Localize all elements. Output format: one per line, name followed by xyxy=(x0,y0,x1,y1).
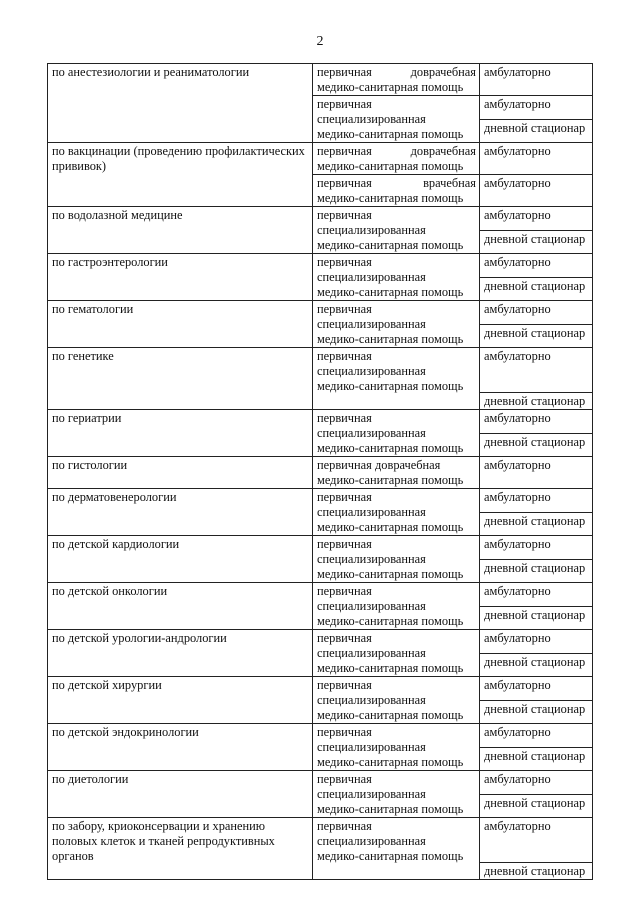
condition-cell: амбулаторно xyxy=(480,536,593,560)
care-type-line: первичная xyxy=(317,255,372,269)
condition-cell: амбулаторно xyxy=(480,64,593,96)
specialty-cell: по гериатрии xyxy=(48,410,313,457)
condition-cell: амбулаторно xyxy=(480,771,593,795)
condition-cell: дневной стационар xyxy=(480,863,593,880)
care-type-line: специализированная xyxy=(317,426,426,440)
care-type-line: медико-санитарная помощь xyxy=(317,379,464,393)
condition-cell: дневной стационар xyxy=(480,606,593,630)
page-number: 2 xyxy=(316,34,324,49)
condition-cell: амбулаторно xyxy=(480,583,593,607)
care-type-cell xyxy=(313,724,480,771)
condition-cell: дневной стационар xyxy=(480,794,593,818)
condition-cell: дневной стационар xyxy=(480,277,593,301)
specialty-cell: по водолазной медицине xyxy=(48,207,313,254)
care-type-cell xyxy=(313,96,480,143)
condition-cell: амбулаторно xyxy=(480,348,593,393)
care-type-line: первичная xyxy=(317,349,372,363)
care-type-cell xyxy=(313,64,480,96)
condition-cell: амбулаторно xyxy=(480,724,593,748)
specialty-cell: по забору, криоконсервации и хранению половых клеток и тканей репродуктивных органов xyxy=(48,818,313,880)
table-row xyxy=(48,771,593,795)
license-register-table xyxy=(47,63,593,880)
care-type-line: первичная xyxy=(317,411,372,425)
care-type-line: медико-санитарная помощь xyxy=(317,127,464,141)
care-type-line: медико-санитарная помощь xyxy=(317,708,464,722)
condition-cell: дневной стационар xyxy=(480,512,593,536)
care-type-cell xyxy=(313,301,480,348)
table-row xyxy=(48,254,593,278)
care-type-line: специализированная xyxy=(317,693,426,707)
care-type-cell xyxy=(313,143,480,175)
care-type-line: медико-санитарная помощь xyxy=(317,849,464,863)
care-type-cell xyxy=(313,410,480,457)
specialty-cell: по детской кардиологии xyxy=(48,536,313,583)
specialty-cell: по детской урологии-андрологии xyxy=(48,630,313,677)
care-type-line: медико-санитарная помощь xyxy=(317,332,464,346)
care-type-line: медико-санитарная помощь xyxy=(317,238,464,252)
condition-cell: амбулаторно xyxy=(480,457,593,489)
care-type-cell xyxy=(313,818,480,880)
care-type-line: медико-санитарная помощь xyxy=(317,520,464,534)
condition-cell: амбулаторно xyxy=(480,630,593,654)
table-body xyxy=(48,64,593,880)
care-type-cell xyxy=(313,207,480,254)
care-type-line: медико-санитарная помощь xyxy=(317,614,464,628)
specialty-cell: по генетике xyxy=(48,348,313,410)
care-type-line: медико-санитарная помощь xyxy=(317,285,464,299)
care-type-cell xyxy=(313,677,480,724)
table-row xyxy=(48,677,593,701)
specialty-cell: по гематологии xyxy=(48,301,313,348)
condition-cell: дневной стационар xyxy=(480,393,593,410)
care-type-line: первичная врачебная xyxy=(317,176,476,190)
condition-cell: амбулаторно xyxy=(480,677,593,701)
care-type-cell xyxy=(313,771,480,818)
care-type-line: медико-санитарная помощь xyxy=(317,473,464,487)
care-type-line: специализированная xyxy=(317,364,426,378)
table-row xyxy=(48,410,593,434)
care-type-line: медико-санитарная помощь xyxy=(317,661,464,675)
care-type-line: специализированная xyxy=(317,740,426,754)
care-type-line: медико-санитарная помощь xyxy=(317,80,464,94)
condition-cell: дневной стационар xyxy=(480,324,593,348)
care-type-line: специализированная xyxy=(317,599,426,613)
condition-cell: амбулаторно xyxy=(480,207,593,231)
condition-cell: дневной стационар xyxy=(480,747,593,771)
care-type-line: медико-санитарная помощь xyxy=(317,802,464,816)
care-type-line: медико-санитарная помощь xyxy=(317,567,464,581)
condition-cell: амбулаторно xyxy=(480,410,593,434)
condition-cell: дневной стационар xyxy=(480,119,593,143)
table-row xyxy=(48,143,593,175)
table-row xyxy=(48,818,593,863)
care-type-line: первичная доврачебная xyxy=(317,144,476,158)
care-type-line: специализированная xyxy=(317,787,426,801)
care-type-line: первичная доврачебная xyxy=(317,458,441,472)
care-type-cell xyxy=(313,348,480,410)
care-type-cell xyxy=(313,254,480,301)
specialty-cell: по вакцинации (проведению профилактических прививок) xyxy=(48,143,313,207)
care-type-line: первичная xyxy=(317,208,372,222)
care-type-line: специализированная xyxy=(317,270,426,284)
care-type-line: специализированная xyxy=(317,505,426,519)
care-type-line: медико-санитарная помощь xyxy=(317,159,464,173)
condition-cell: амбулаторно xyxy=(480,96,593,120)
condition-cell: дневной стационар xyxy=(480,433,593,457)
care-type-cell xyxy=(313,175,480,207)
care-type-cell xyxy=(313,630,480,677)
care-type-line: первичная xyxy=(317,678,372,692)
condition-cell: дневной стационар xyxy=(480,700,593,724)
specialty-cell: по детской эндокринологии xyxy=(48,724,313,771)
care-type-line: первичная xyxy=(317,725,372,739)
table-row xyxy=(48,64,593,96)
specialty-cell: по детской хирургии xyxy=(48,677,313,724)
specialty-cell: по гистологии xyxy=(48,457,313,489)
table-row xyxy=(48,301,593,325)
table-row xyxy=(48,630,593,654)
table-row xyxy=(48,583,593,607)
care-type-line: первичная xyxy=(317,819,372,833)
condition-cell: амбулаторно xyxy=(480,818,593,863)
care-type-cell xyxy=(313,583,480,630)
table-row xyxy=(48,207,593,231)
table-row xyxy=(48,489,593,513)
care-type-line: специализированная xyxy=(317,223,426,237)
care-type-line: первичная xyxy=(317,302,372,316)
condition-cell: дневной стационар xyxy=(480,559,593,583)
condition-cell: амбулаторно xyxy=(480,143,593,175)
care-type-line: первичная xyxy=(317,772,372,786)
care-type-cell xyxy=(313,536,480,583)
condition-cell: амбулаторно xyxy=(480,254,593,278)
specialty-cell: по анестезиологии и реаниматологии xyxy=(48,64,313,143)
condition-cell: амбулаторно xyxy=(480,489,593,513)
care-type-line: первичная доврачебная xyxy=(317,65,476,79)
care-type-line: специализированная xyxy=(317,834,426,848)
care-type-line: первичная xyxy=(317,97,372,111)
specialty-cell: по гастроэнтерологии xyxy=(48,254,313,301)
table-row xyxy=(48,724,593,748)
specialty-cell: по дерматовенерологии xyxy=(48,489,313,536)
care-type-cell xyxy=(313,489,480,536)
specialty-cell: по диетологии xyxy=(48,771,313,818)
table-row xyxy=(48,348,593,393)
care-type-line: специализированная xyxy=(317,646,426,660)
table-row xyxy=(48,457,593,489)
care-type-line: медико-санитарная помощь xyxy=(317,755,464,769)
care-type-line: первичная xyxy=(317,631,372,645)
care-type-line: первичная xyxy=(317,584,372,598)
care-type-line: первичная xyxy=(317,490,372,504)
care-type-line: медико-санитарная помощь xyxy=(317,441,464,455)
table-row xyxy=(48,536,593,560)
condition-cell: амбулаторно xyxy=(480,301,593,325)
care-type-cell xyxy=(313,457,480,489)
care-type-line: медико-санитарная помощь xyxy=(317,191,464,205)
care-type-line: специализированная xyxy=(317,112,426,126)
care-type-line: первичная xyxy=(317,537,372,551)
condition-cell: амбулаторно xyxy=(480,175,593,207)
condition-cell: дневной стационар xyxy=(480,653,593,677)
care-type-line: специализированная xyxy=(317,317,426,331)
care-type-line: специализированная xyxy=(317,552,426,566)
condition-cell: дневной стационар xyxy=(480,230,593,254)
specialty-cell: по детской онкологии xyxy=(48,583,313,630)
